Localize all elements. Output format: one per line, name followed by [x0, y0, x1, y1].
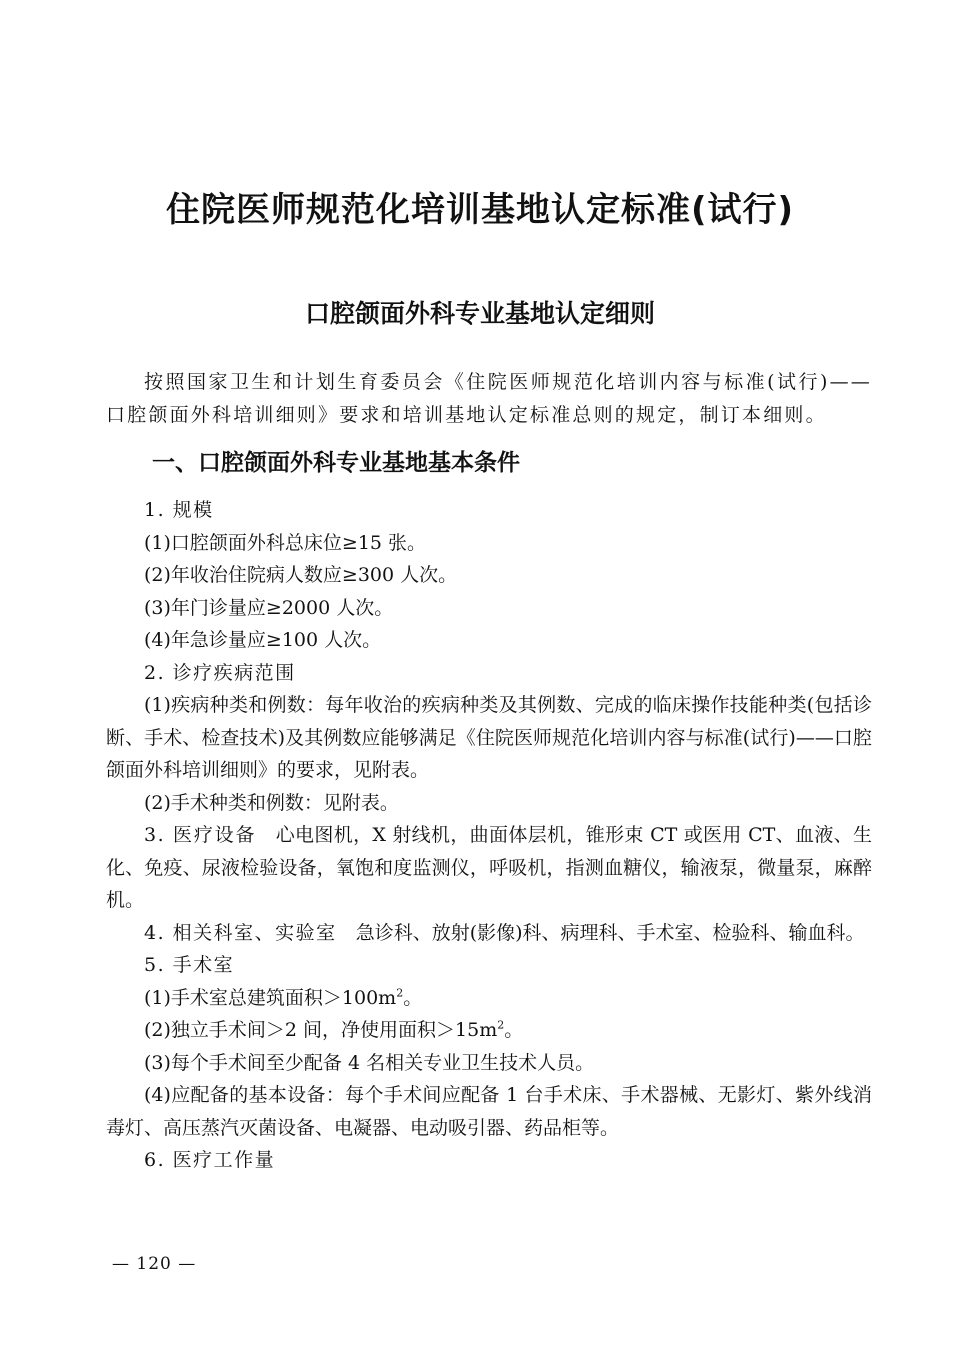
- document-subtitle: 口腔颌面外科专业基地认定细则: [304, 299, 655, 328]
- subheading-workload: 6. 医疗工作量: [144, 1149, 276, 1171]
- equipment-text: 心电图机，X 射线机，曲面体层机，锥形束 CT 或医用 CT、血液、生化、免疫、尿液检验设备，氧饱和度监测仪，呼吸机，指测血糖仪，输液泵，微量泵，麻醉机。: [106, 824, 872, 911]
- intro-paragraph: 按照国家卫生和计划生育委员会《住院医师规范化培训内容与标准(试行)——口腔颌面外科培训细则》要求和培训基地认定标准总则的规定，制订本细则。: [106, 371, 872, 426]
- subheading-disease-scope: 2. 诊疗疾病范围: [144, 661, 296, 684]
- equipment-paragraph: [106, 819, 872, 917]
- disease-item-1: (1)疾病种类和例数：每年收治的疾病种类及其例数、完成的临床操作技能种类(包括诊断、手术、检查技术)及其例数应能够满足《住院医师规范化培训内容与标准(试行)——口腔颌面外科培训细则》的要求，见附表。: [106, 694, 872, 781]
- scale-item-2: (2)年收治住院病人数应≥300 人次。: [144, 564, 458, 586]
- scale-item-1: (1)口腔颌面外科总床位≥15 张。: [144, 531, 427, 554]
- scale-item-3: (3)年门诊量应≥2000 人次。: [144, 596, 394, 619]
- disease-item-2: (2)手术种类和例数：见附表。: [144, 791, 399, 814]
- scale-item-4: (4)年急诊量应≥100 人次。: [144, 629, 382, 651]
- or-item-4: (4)应配备的基本设备：每个手术间应配备 1 台手术床、手术器械、无影灯、紫外线消毒灯、高压蒸汽灭菌设备、电凝器、电动吸引器、药品柜等。: [106, 1084, 872, 1139]
- or-item-2: (2)独立手术间＞2 间，净使用面积$>15m^2$。: [144, 1018, 524, 1041]
- section-heading-basic-conditions: 一、口腔颌面外科专业基地基本条件: [152, 449, 520, 476]
- departments-paragraph: [106, 917, 872, 950]
- subheading-equipment: 3. 医疗设备: [144, 824, 257, 846]
- subheading-operating-room: 5. 手术室: [144, 954, 235, 976]
- page-number: — 120 —: [112, 1254, 197, 1274]
- document-title: 住院医师规范化培训基地认定标准(试行): [165, 190, 795, 230]
- or-item-3: (3)每个手术间至少配备 4 名相关专业卫生技术人员。: [144, 1051, 595, 1074]
- document-body: [106, 366, 872, 1177]
- departments-text: 急诊科、放射(影像)科、病理科、手术室、检验科、输血科。: [355, 921, 865, 944]
- subheading-scale: 1. 规模: [144, 499, 214, 521]
- subheading-departments: 4. 相关科室、实验室: [144, 921, 337, 944]
- or-item-1: (1)手术室总建筑面积$>100m^2$。: [144, 986, 423, 1009]
